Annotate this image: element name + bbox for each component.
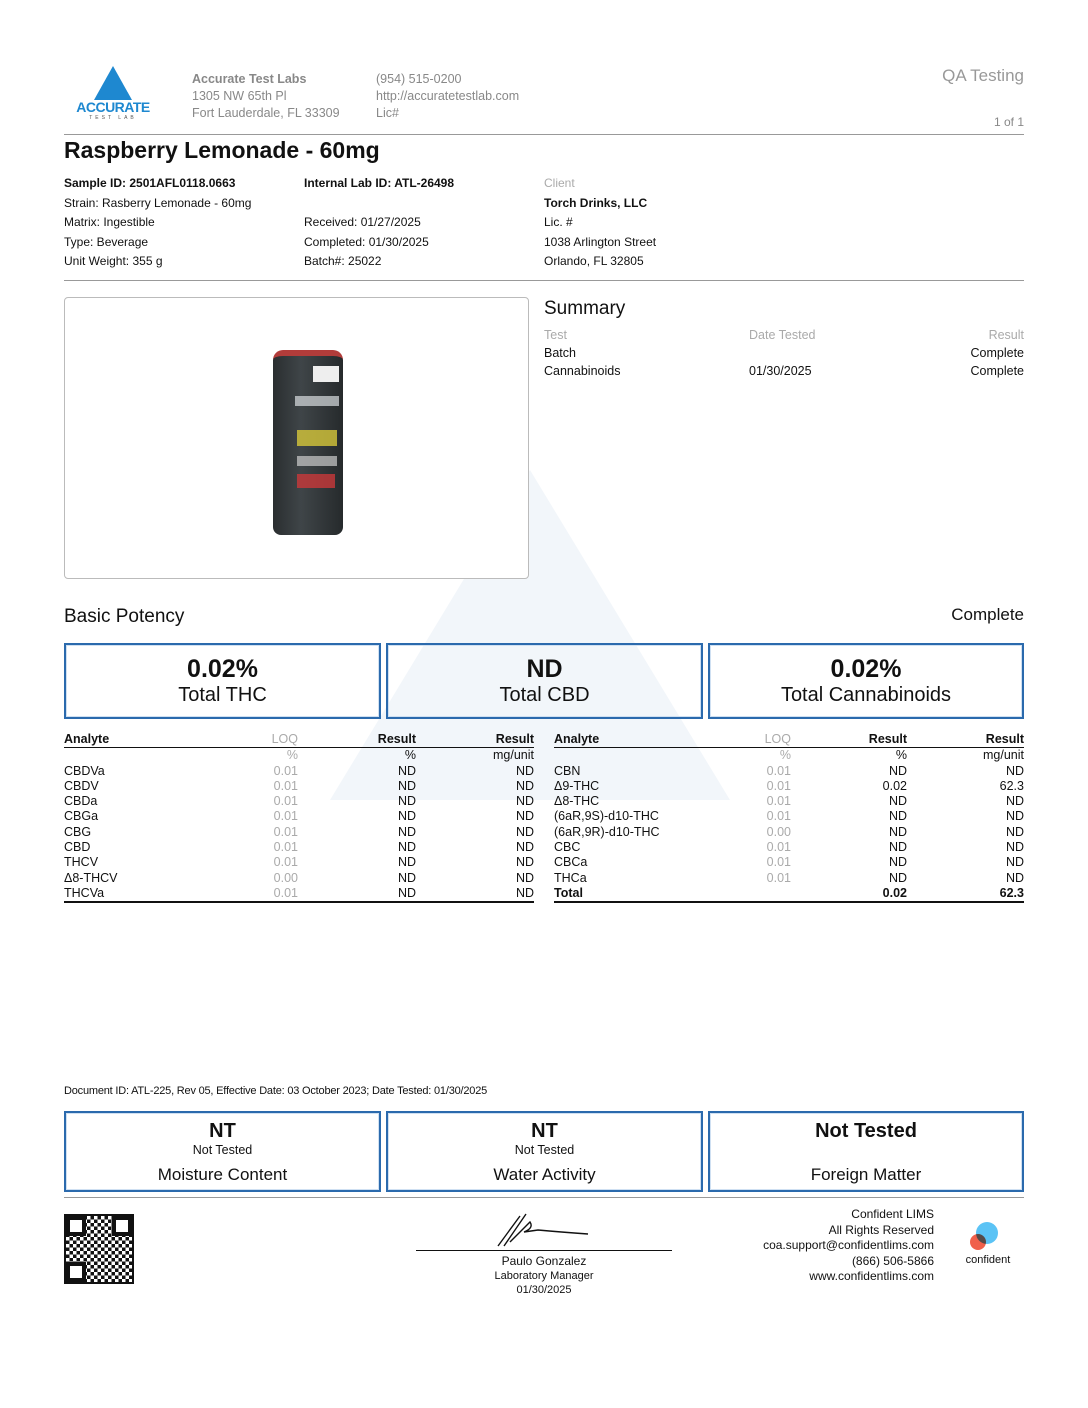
- table-row: [64, 825, 534, 840]
- result-percent-cell: ND: [397, 763, 416, 778]
- lab-address1: 1305 NW 65th Pl: [192, 89, 287, 103]
- loq-cell: 0.01: [766, 870, 791, 885]
- result-percent-cell: ND: [888, 870, 907, 885]
- lab-dates: [304, 174, 454, 272]
- signature-image: [490, 1210, 600, 1248]
- result-percent-cell: ND: [888, 809, 907, 824]
- column-header: Result: [298, 732, 416, 748]
- summary-test: Batch: [544, 346, 576, 360]
- lims-name: Confident LIMS: [851, 1207, 934, 1221]
- column-header: Analyte: [64, 732, 204, 748]
- result-mg-cell: ND: [515, 870, 534, 885]
- table-row: [554, 886, 1024, 902]
- unit-cell: [554, 748, 694, 764]
- internal-lab-id: Internal Lab ID: ATL-26498: [304, 176, 455, 190]
- lab-website[interactable]: http://accuratetestlab.com: [376, 89, 520, 103]
- card-label: Water Activity: [493, 1165, 596, 1184]
- table-header-row: [64, 732, 534, 748]
- loq-cell: 0.01: [766, 794, 791, 809]
- result-percent-cell: 0.02: [791, 886, 907, 902]
- summary-row: [544, 362, 1024, 380]
- result-mg-cell: ND: [1005, 840, 1024, 855]
- card-subvalue: Not Tested: [514, 1143, 575, 1157]
- unit-cell: mg/unit: [493, 748, 534, 763]
- result-percent-cell: 0.02: [882, 778, 907, 793]
- client-street: 1038 Arlington Street: [544, 234, 657, 249]
- result-mg-cell: ND: [515, 855, 534, 870]
- client-label: Client: [544, 176, 575, 190]
- client-city: Orlando, FL 32805: [544, 254, 644, 268]
- unit-cell: [64, 748, 204, 764]
- confident-logo-text: confident: [965, 1254, 1011, 1266]
- loq-cell: 0.01: [273, 794, 298, 809]
- moisture-content-card: [64, 1111, 381, 1192]
- loq-cell: 0.00: [766, 824, 791, 839]
- qr-code[interactable]: [64, 1214, 134, 1284]
- logo-triangle-icon: [94, 66, 132, 100]
- unit-cell: %: [895, 748, 907, 763]
- foreign-matter-card: [708, 1111, 1024, 1192]
- summary-header-result: Result: [988, 328, 1024, 342]
- logo-subtext: TEST LAB: [89, 115, 137, 121]
- lims-email[interactable]: coa.support@confidentlims.com: [763, 1238, 934, 1252]
- result-mg-cell: ND: [1005, 855, 1024, 870]
- client-license: Lic. #: [544, 215, 573, 229]
- loq-cell: 0.01: [766, 855, 791, 870]
- card-value: NT: [531, 1120, 558, 1142]
- result-mg-cell: ND: [515, 840, 534, 855]
- column-header: Result: [907, 732, 1024, 748]
- total-thc-card: [64, 643, 381, 719]
- table-units-row: [554, 748, 1024, 764]
- lab-name: Accurate Test Labs: [192, 72, 307, 86]
- loq-cell: 0.01: [273, 824, 298, 839]
- table-row: [554, 825, 1024, 840]
- signer-name: Paulo Gonzalez: [501, 1254, 587, 1268]
- result-percent-cell: ND: [888, 855, 907, 870]
- analyte-cell: CBN: [554, 763, 581, 778]
- confident-logo: [958, 1220, 1018, 1270]
- unit-cell: %: [779, 748, 791, 763]
- signature-date: 01/30/2025: [516, 1284, 572, 1296]
- card-label: Total Cannabinoids: [780, 684, 952, 706]
- card-label: Total CBD: [499, 684, 590, 706]
- result-percent-cell: ND: [397, 855, 416, 870]
- table-row: [64, 871, 534, 886]
- column-header: LOQ: [694, 732, 791, 748]
- result-percent-cell: ND: [888, 824, 907, 839]
- loq-cell: 0.01: [273, 855, 298, 870]
- table-row: [64, 840, 534, 855]
- result-mg-cell: ND: [515, 809, 534, 824]
- result-mg-cell: ND: [1005, 794, 1024, 809]
- lims-info: [763, 1207, 934, 1285]
- result-mg-cell: ND: [515, 778, 534, 793]
- result-mg-cell: 62.3: [999, 778, 1024, 793]
- result-mg-cell: 62.3: [907, 886, 1024, 902]
- analyte-cell: THCV: [64, 855, 99, 870]
- card-label: Moisture Content: [157, 1165, 288, 1184]
- water-activity-card: [386, 1111, 703, 1192]
- unit-cell: %: [404, 748, 416, 763]
- table-row: [554, 764, 1024, 779]
- summary-date: [749, 344, 899, 362]
- result-percent-cell: ND: [888, 794, 907, 809]
- table-row: [554, 779, 1024, 794]
- table-row: [554, 809, 1024, 824]
- total-cannabinoids-card: [708, 643, 1024, 719]
- card-value: 0.02%: [830, 655, 902, 683]
- client-info: [544, 174, 656, 272]
- table-row: [64, 809, 534, 824]
- sample-type: Type: Beverage: [64, 234, 149, 249]
- table-row: [64, 855, 534, 870]
- lims-phone: (866) 506-5866: [851, 1253, 934, 1268]
- card-label: Total THC: [178, 684, 267, 706]
- client-name: Torch Drinks, LLC: [544, 195, 648, 210]
- summary-row: [544, 344, 1024, 362]
- result-percent-cell: ND: [888, 763, 907, 778]
- result-mg-cell: ND: [416, 886, 534, 902]
- signer-role: Laboratory Manager: [494, 1270, 594, 1282]
- analyte-cell: Total: [554, 886, 694, 902]
- result-mg-cell: ND: [515, 794, 534, 809]
- column-header: LOQ: [204, 732, 298, 748]
- loq-cell: 0.01: [273, 809, 298, 824]
- result-percent-cell: ND: [888, 840, 907, 855]
- card-value: 0.02%: [187, 655, 258, 683]
- unit-cell: %: [286, 748, 298, 763]
- summary-date: 01/30/2025: [749, 364, 812, 378]
- table-row: [554, 871, 1024, 886]
- sample-info: [64, 174, 251, 272]
- analyte-cell: (6aR,9R)-d10-THC: [554, 824, 660, 839]
- potency-table-left: [64, 732, 534, 903]
- lab-phone: (954) 515-0200: [376, 72, 462, 86]
- result-mg-cell: ND: [1005, 824, 1024, 839]
- analyte-cell: Δ9-THC: [554, 778, 600, 793]
- summary-title: Summary: [544, 298, 626, 319]
- loq-cell: 0.01: [273, 840, 298, 855]
- result-percent-cell: ND: [298, 886, 416, 902]
- table-row: [554, 855, 1024, 870]
- unit-cell: mg/unit: [983, 748, 1024, 763]
- sample-id: Sample ID: 2501AFL0118.0663: [64, 176, 236, 190]
- signature-block: [416, 1250, 672, 1297]
- summary-result: Complete: [970, 346, 1024, 360]
- loq-cell: 0.01: [766, 778, 791, 793]
- card-value: Not Tested: [815, 1120, 917, 1142]
- table-row: [64, 779, 534, 794]
- result-percent-cell: ND: [397, 794, 416, 809]
- table-row: [64, 764, 534, 779]
- result-mg-cell: ND: [1005, 763, 1024, 778]
- analyte-cell: (6aR,9S)-d10-THC: [554, 809, 659, 824]
- can-image: [273, 350, 343, 535]
- loq-cell: 0.01: [273, 778, 298, 793]
- analyte-cell: CBCa: [554, 855, 588, 870]
- result-mg-cell: ND: [1005, 809, 1024, 824]
- table-row: [64, 794, 534, 809]
- summary-header-date: Date Tested: [749, 328, 816, 342]
- lab-address2: Fort Lauderdale, FL 33309: [192, 106, 340, 120]
- potency-table-right: [554, 732, 1024, 903]
- column-header: Analyte: [554, 732, 694, 748]
- analyte-cell: Δ8-THC: [554, 794, 600, 809]
- result-percent-cell: ND: [397, 778, 416, 793]
- column-header: Result: [416, 732, 534, 748]
- total-cbd-card: [386, 643, 703, 719]
- potency-title: Basic Potency: [64, 606, 185, 627]
- page-number: 1 of 1: [993, 115, 1024, 129]
- analyte-cell: CBD: [64, 840, 91, 855]
- analyte-cell: Δ8-THCV: [64, 870, 118, 885]
- analyte-cell: THCVa: [64, 886, 204, 902]
- analyte-cell: CBGa: [64, 809, 99, 824]
- analyte-cell: CBDVa: [64, 763, 105, 778]
- lims-website[interactable]: www.confidentlims.com: [809, 1269, 934, 1283]
- loq-cell: 0.01: [766, 809, 791, 824]
- table-row: [554, 794, 1024, 809]
- received-date: Received: 01/27/2025: [304, 215, 421, 229]
- summary-section: [544, 298, 1024, 380]
- completed-date: Completed: 01/30/2025: [304, 234, 429, 249]
- logo-text: ACCURATE: [76, 99, 150, 115]
- result-percent-cell: ND: [397, 809, 416, 824]
- sample-matrix: Matrix: Ingestible: [64, 215, 155, 229]
- document-id: Document ID: ATL-225, Rev 05, Effective Date: 03 October 2023; Date Tested: 01/30/2025: [64, 1085, 488, 1097]
- summary-test: Cannabinoids: [544, 364, 621, 378]
- analyte-cell: CBG: [64, 824, 92, 839]
- card-subvalue: Not Tested: [192, 1143, 253, 1157]
- potency-status: Complete: [951, 605, 1024, 624]
- sample-strain: Strain: Rasberry Lemonade - 60mg: [64, 195, 252, 210]
- result-mg-cell: ND: [515, 824, 534, 839]
- summary-header-test: Test: [544, 328, 567, 342]
- sample-unit-weight: Unit Weight: 355 g: [64, 254, 163, 268]
- lab-license: Lic#: [376, 106, 399, 120]
- loq-cell: [694, 886, 791, 902]
- analyte-cell: CBDV: [64, 778, 99, 793]
- analyte-cell: THCa: [554, 870, 587, 885]
- table-header-row: [554, 732, 1024, 748]
- loq-cell: 0.01: [766, 763, 791, 778]
- lims-rights: All Rights Reserved: [828, 1222, 934, 1237]
- lab-contact: [376, 71, 519, 122]
- card-value: ND: [526, 655, 563, 683]
- product-image: [64, 297, 529, 579]
- table-row: [554, 840, 1024, 855]
- result-percent-cell: ND: [397, 870, 416, 885]
- page-title: Raspberry Lemonade - 60mg: [64, 137, 380, 163]
- card-value: NT: [209, 1120, 236, 1142]
- batch-number: Batch#: 25022: [304, 254, 382, 268]
- table-row: [64, 886, 534, 902]
- analyte-cell: CBDa: [64, 794, 98, 809]
- card-label: Foreign Matter: [810, 1165, 922, 1184]
- result-mg-cell: ND: [1005, 870, 1024, 885]
- table-units-row: [64, 748, 534, 764]
- report-category: QA Testing: [942, 66, 1024, 85]
- result-percent-cell: ND: [397, 824, 416, 839]
- loq-cell: 0.01: [766, 840, 791, 855]
- lab-info: [192, 71, 340, 122]
- result-percent-cell: ND: [397, 840, 416, 855]
- loq-cell: 0.01: [204, 886, 298, 902]
- result-mg-cell: ND: [515, 763, 534, 778]
- analyte-cell: CBC: [554, 840, 581, 855]
- lab-logo: [68, 66, 158, 121]
- summary-header: [544, 326, 1024, 344]
- summary-result: Complete: [970, 364, 1024, 378]
- loq-cell: 0.01: [273, 763, 298, 778]
- loq-cell: 0.00: [273, 870, 298, 885]
- column-header: Result: [791, 732, 907, 748]
